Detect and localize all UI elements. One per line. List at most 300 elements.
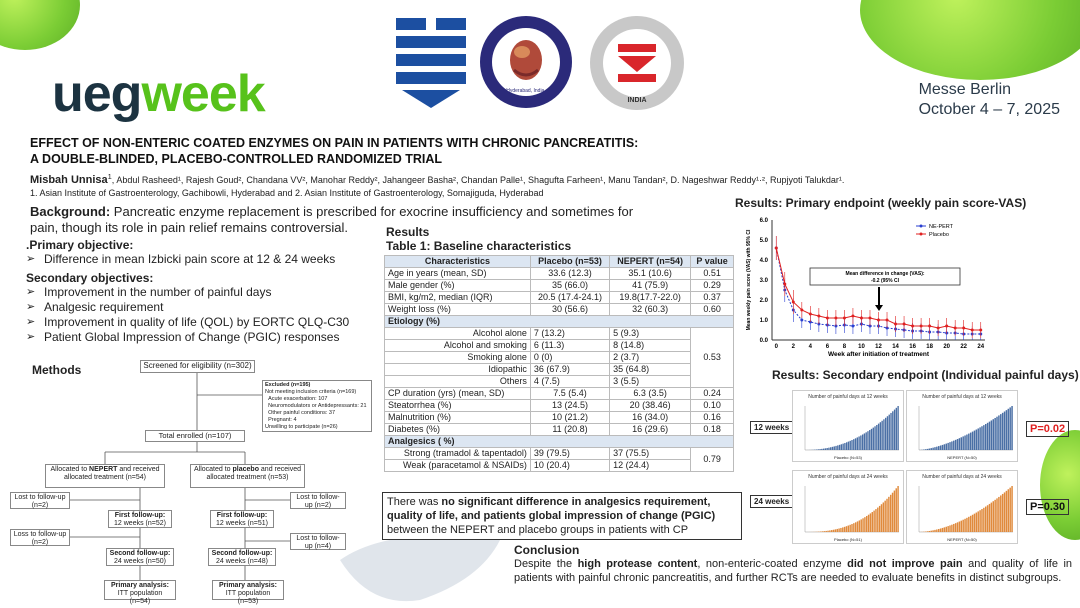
- table-cell: 20.5 (17.4-24.1): [530, 292, 609, 304]
- primary-objective-label: .Primary objective:: [26, 238, 134, 252]
- mini-bar: [888, 497, 889, 532]
- mini-chart-title: Number of painful days at 24 weeks: [808, 474, 888, 480]
- table-cell: Smoking alone: [385, 352, 531, 364]
- secondary-objectives-label: Secondary objectives:: [26, 271, 154, 285]
- mini-bar: [987, 423, 988, 450]
- mini-bar: [866, 516, 867, 532]
- x-tick-label: 4: [808, 344, 813, 350]
- table-cell: 41 (75.9): [610, 280, 691, 292]
- data-point: [809, 313, 812, 316]
- flow-lost-right-2: Lost to follow-up (n=4): [290, 533, 346, 550]
- lead-author: Misbah Unnisa: [30, 174, 108, 186]
- mini-bar: [848, 442, 849, 450]
- mini-bar: [896, 488, 897, 532]
- mini-bar: [873, 511, 874, 532]
- data-point: [886, 319, 889, 322]
- table-cell: Strong (tramadol & tapentadol): [385, 448, 531, 460]
- mini-bar: [961, 437, 962, 450]
- mini-bar: [1002, 494, 1003, 532]
- mini-bar: [858, 436, 859, 450]
- alloc-group: NEPERT: [89, 466, 118, 473]
- mini-bar: [987, 505, 988, 532]
- data-point: [979, 329, 982, 332]
- mini-bar: [1008, 489, 1009, 532]
- data-point: [903, 323, 906, 326]
- table-cell: Weight loss (%): [385, 304, 531, 316]
- mini-bar: [894, 410, 895, 450]
- data-point: [775, 247, 778, 250]
- mini-bar: [821, 449, 822, 450]
- mini-bar: [979, 510, 980, 532]
- annotation-line-2: -0.2 (95% CI: [870, 278, 900, 284]
- mini-bar: [938, 529, 939, 532]
- flow-connectors: [0, 0, 400, 608]
- mini-bar: [966, 518, 967, 532]
- mini-bar: [897, 486, 898, 532]
- mini-bar: [876, 425, 877, 450]
- table-cell: 33.6 (12.3): [530, 268, 609, 280]
- conclusion-section: [514, 543, 1072, 585]
- mini-bar: [983, 508, 984, 532]
- mini-bar: [1011, 486, 1012, 532]
- mini-bar: [838, 528, 839, 532]
- mini-bar: [853, 439, 854, 450]
- mini-bar: [871, 429, 872, 450]
- table-cell: 10 (21.2): [530, 412, 609, 424]
- mini-bar: [953, 441, 954, 450]
- mini-bar: [840, 528, 841, 532]
- pa-value: ITT population (n=54): [117, 590, 163, 605]
- mini-bar: [925, 449, 926, 450]
- mini-bars: [907, 480, 1019, 538]
- table-header: NEPERT (n=54): [610, 256, 691, 268]
- callout-bold: no significant difference in analgesics requirement, quality of life, and patients global impression of change (PGIC): [387, 496, 716, 522]
- mini-bar: [848, 526, 849, 532]
- data-point: [826, 317, 829, 320]
- mini-bar: [951, 441, 952, 450]
- mini-bar: [936, 447, 937, 450]
- table-header: Placebo (n=53): [530, 256, 609, 268]
- event-info: [919, 80, 1060, 120]
- table-cell: 11 (20.8): [530, 424, 609, 436]
- flow-screened: Screened for eligibility (n=302): [140, 360, 255, 373]
- table-row: [385, 376, 734, 388]
- mini-bar: [860, 519, 861, 532]
- table-cell: 37 (75.5): [610, 448, 691, 460]
- table-cell: Diabetes (%): [385, 424, 531, 436]
- mini-xlabel: Placebo (N=51): [834, 537, 862, 542]
- mini-bar: [942, 528, 943, 532]
- mini-bar: [996, 498, 997, 532]
- mini-bar: [885, 418, 886, 450]
- table-cell: 7.5 (5.4): [530, 388, 609, 400]
- mini-bar: [951, 525, 952, 532]
- mini-bar: [974, 431, 975, 450]
- mini-bar: [844, 527, 845, 532]
- asian-healthcare-foundation-seal: [588, 14, 686, 112]
- mini-bar: [881, 504, 882, 532]
- mini-chart-placebo-24: [792, 470, 904, 544]
- mini-bar: [864, 517, 865, 532]
- mini-bar: [938, 446, 939, 450]
- mini-bar: [949, 525, 950, 532]
- mini-bar: [830, 447, 831, 450]
- flow-fu1-nepert: [108, 510, 172, 528]
- list-item: ➢ Improvement in quality of life (QOL) by EORTC QLQ-C30: [26, 315, 386, 330]
- table-cell: 6.3 (3.5): [610, 388, 691, 400]
- mini-bar: [834, 446, 835, 450]
- excluded-line: Not meeting inclusion criteria (n=169): [265, 389, 357, 395]
- fu-value: 12 weeks (n=52): [114, 520, 166, 527]
- mini-bar: [998, 415, 999, 450]
- mini-bar: [1004, 492, 1005, 532]
- mini-bar: [829, 530, 830, 532]
- mini-bar: [855, 522, 856, 532]
- mini-bar: [857, 437, 858, 450]
- data-point: [945, 325, 948, 328]
- mini-bar: [985, 424, 986, 450]
- excluded-title: Excluded (n=195): [265, 382, 311, 388]
- y-tick-label: 1.0: [759, 318, 768, 324]
- flow-primary-analysis-nepert: [104, 580, 176, 605]
- baseline-table: [384, 255, 734, 472]
- results-label: Results: [386, 225, 430, 239]
- pa-label: Primary analysis:: [111, 582, 169, 589]
- mini-bar: [955, 440, 956, 450]
- mini-bar: [961, 521, 962, 532]
- x-tick-label: 20: [943, 344, 951, 350]
- list-item: ➢ Improvement in the number of painful days: [26, 285, 386, 300]
- x-tick-label: 2: [791, 344, 795, 350]
- fu-value: 12 weeks (n=51): [216, 520, 268, 527]
- mini-bar: [818, 449, 819, 450]
- mini-chart-title: Number of painful days at 24 weeks: [922, 474, 1002, 480]
- mini-bar: [955, 523, 956, 532]
- background-label: Background:: [30, 204, 111, 219]
- table-cell: 35 (64.8): [610, 364, 691, 376]
- excluded-line: Pregnant: 4: [268, 417, 297, 423]
- mini-bar: [824, 531, 825, 532]
- table-row: [385, 292, 734, 304]
- mini-bar: [968, 517, 969, 532]
- list-item: ➢ Difference in mean Izbicki pain score at 12 & 24 weeks: [26, 252, 386, 267]
- mini-bar: [1006, 410, 1007, 450]
- table-cell: CP duration (yrs) (mean, SD): [385, 388, 531, 400]
- table-row: [385, 352, 734, 364]
- table-cell: 0.29: [691, 280, 734, 292]
- table-cell: Idiopathic: [385, 364, 531, 376]
- mini-xlabel: NEPERT (N=50): [947, 537, 977, 542]
- decorative-blob-top-right: [860, 0, 1080, 80]
- mini-bar: [835, 529, 836, 532]
- mini-bar: [825, 448, 826, 450]
- mini-bar: [962, 436, 963, 450]
- table-cell: 0.53: [691, 328, 734, 388]
- excluded-line: Acute exacerbation: 107: [268, 396, 328, 402]
- mini-bar: [927, 449, 928, 450]
- methods-label: Methods: [32, 363, 82, 377]
- data-point: [800, 319, 803, 322]
- table-row: [385, 328, 734, 340]
- mini-bar: [860, 435, 861, 450]
- mini-bar: [946, 444, 947, 450]
- mini-bar: [833, 530, 834, 532]
- vas-line-chart: [740, 212, 990, 360]
- table-cell: 0.24: [691, 388, 734, 400]
- mini-bar: [932, 530, 933, 532]
- mini-bar: [940, 446, 941, 450]
- table-cell: BMI, kg/m2, median (IQR): [385, 292, 531, 304]
- mini-chart-placebo-12: [792, 390, 904, 462]
- table-row: [385, 448, 734, 460]
- mini-bar: [964, 519, 965, 532]
- mini-bar: [883, 502, 884, 532]
- legend-marker: [920, 233, 923, 236]
- list-item: ➢ Analgesic requirement: [26, 300, 386, 315]
- mini-bar: [959, 522, 960, 532]
- mini-bar: [841, 444, 842, 450]
- mini-bar: [879, 506, 880, 532]
- mini-bar: [873, 428, 874, 450]
- mini-bar: [850, 441, 851, 450]
- alloc-text: and received allocated treatment (n=54): [64, 466, 160, 481]
- table-cell: 35 (66.0): [530, 280, 609, 292]
- baseline-table-wrap: [384, 255, 734, 472]
- mini-bar: [1000, 414, 1001, 450]
- data-point: [817, 315, 820, 318]
- flow-fu1-placebo: [210, 510, 274, 528]
- mini-bar: [944, 527, 945, 532]
- table-row: [385, 412, 734, 424]
- mini-bars: [793, 400, 905, 456]
- mini-bar: [970, 516, 971, 532]
- table-cell: Male gender (%): [385, 280, 531, 292]
- mini-bar: [1009, 407, 1010, 450]
- mini-bar: [942, 445, 943, 450]
- table-header: Characteristics: [385, 256, 531, 268]
- mini-bar: [868, 515, 869, 532]
- mini-bar: [862, 434, 863, 450]
- table-group-row: [385, 436, 734, 448]
- data-point: [920, 325, 923, 328]
- mini-bar: [972, 432, 973, 450]
- mini-bar: [859, 520, 860, 532]
- table-caption: Table 1: Baseline characteristics: [386, 239, 572, 253]
- pa-value: ITT population (n=53): [225, 590, 271, 605]
- key-finding-callout: [382, 492, 742, 540]
- mini-bar: [842, 444, 843, 450]
- mini-bar: [872, 512, 873, 532]
- legend-marker: [920, 225, 923, 228]
- mini-bar: [889, 415, 890, 450]
- primary-endpoint-label: Results: Primary endpoint (weekly pain score-VAS): [735, 196, 1027, 210]
- results-section: [386, 225, 571, 253]
- table-cell: 32 (60.3): [610, 304, 691, 316]
- flow-alloc-placebo: [190, 464, 305, 488]
- table-cell: 16 (29.6): [610, 424, 691, 436]
- mini-bar: [993, 501, 994, 532]
- mini-bar: [870, 513, 871, 532]
- mini-bar: [849, 525, 850, 532]
- data-point: [877, 319, 880, 322]
- mini-bar: [968, 434, 969, 450]
- table-row: [385, 268, 734, 280]
- mini-bar: [878, 424, 879, 450]
- mini-bar: [991, 503, 992, 532]
- mini-bar: [944, 444, 945, 450]
- mini-bars: [793, 480, 905, 538]
- mini-bar: [929, 531, 930, 532]
- x-tick-label: 0: [774, 344, 778, 350]
- conclusion-label: Conclusion: [514, 543, 580, 557]
- mini-bar: [846, 526, 847, 532]
- list-item: ➢ Patient Global Impression of Change (PGIC) responses: [26, 330, 386, 345]
- legend-label: Placebo: [929, 232, 949, 238]
- mini-bar: [974, 514, 975, 532]
- mini-bar: [994, 418, 995, 450]
- table-row: [385, 280, 734, 292]
- conclusion-part: Despite the: [514, 558, 578, 570]
- label-12-weeks: 12 weeks: [750, 421, 793, 434]
- data-point: [851, 315, 854, 318]
- conclusion-text: [514, 557, 1072, 585]
- table-cell: 36 (67.9): [530, 364, 609, 376]
- etiology-label: Etiology (%): [385, 316, 734, 328]
- mini-bar: [972, 515, 973, 532]
- table-row: [385, 304, 734, 316]
- mini-bar: [820, 531, 821, 532]
- y-tick-label: 3.0: [759, 278, 768, 284]
- x-tick-label: 12: [875, 344, 882, 350]
- mini-bar: [981, 426, 982, 450]
- data-point: [792, 301, 795, 304]
- table-cell: Age in years (mean, SD): [385, 268, 531, 280]
- x-tick-label: 8: [842, 344, 847, 350]
- annotation-line-1: Mean difference in change (VAS):: [845, 271, 925, 277]
- co-authors: Abdul Rasheed¹, Rajesh Goud², Chandana VV², Manohar Reddy², Jahangeer Basha², Chandan Palle¹, Shagufta Farheen¹, Manu Tandan², D. Nageshwar Reddy¹·², Rupjyoti Talukdar¹.: [116, 175, 845, 185]
- table-cell: 0.37: [691, 292, 734, 304]
- mini-bar: [932, 448, 933, 450]
- data-point: [800, 309, 803, 312]
- title-line-2: A DOUBLE-BLINDED, PLACEBO-CONTROLLED RANDOMIZED TRIAL: [30, 152, 443, 166]
- data-point: [894, 323, 897, 326]
- mini-bar: [822, 531, 823, 532]
- mini-bar: [862, 518, 863, 532]
- data-point: [868, 317, 871, 320]
- background-text: Pancreatic enzyme replacement is prescribed for exocrine insufficiency and sometimes for pain, though its role in pain relief remains controversial.: [30, 204, 634, 235]
- lead-author-sup: 1: [107, 172, 112, 181]
- label-24-weeks: 24 weeks: [750, 495, 793, 508]
- mini-bar: [993, 419, 994, 450]
- table-row: [385, 364, 734, 376]
- mini-bar: [929, 449, 930, 450]
- conclusion-bold: did not improve pain: [847, 558, 963, 570]
- table-group-row: [385, 316, 734, 328]
- mini-bar: [839, 445, 840, 450]
- decorative-blob-bottom-right: [1040, 430, 1080, 540]
- table-cell: 30 (56.6): [530, 304, 609, 316]
- table-cell: 0.79: [691, 448, 734, 472]
- table-cell: 0 (0): [530, 352, 609, 364]
- mini-chart-title: Number of painful days at 12 weeks: [922, 394, 1002, 400]
- conclusion-bold: high protease content: [577, 558, 698, 570]
- mini-bar: [832, 447, 833, 450]
- mini-bar: [867, 431, 868, 450]
- logo-week-text: week: [141, 65, 265, 123]
- mini-bar: [869, 430, 870, 450]
- mini-bar: [947, 443, 948, 450]
- table-cell: 6 (11.3): [530, 340, 609, 352]
- logo-ueg-text: ueg: [52, 65, 142, 123]
- table-cell: 0.10: [691, 400, 734, 412]
- data-point: [843, 317, 846, 320]
- callout-text: between the NEPERT and placebo groups in patients with CP: [387, 524, 689, 536]
- mini-bar: [962, 520, 963, 532]
- table-header: P value: [691, 256, 734, 268]
- table-cell: 20 (38.46): [610, 400, 691, 412]
- mini-bar: [846, 442, 847, 450]
- fu-label: First follow-up:: [216, 512, 268, 519]
- mini-bar: [930, 448, 931, 450]
- data-point: [851, 325, 854, 328]
- table-cell: 0.16: [691, 412, 734, 424]
- mini-bar: [927, 531, 928, 532]
- y-axis-title: Mean weekly pain score (VAS) with 95% CI: [746, 229, 752, 331]
- mini-bar: [851, 524, 852, 532]
- mini-chart-title: Number of painful days at 12 weeks: [808, 394, 888, 400]
- table-cell: Steatorrhea (%): [385, 400, 531, 412]
- svg-text:INDIA: INDIA: [627, 97, 647, 104]
- affiliations: 1. Asian Institute of Gastroenterology, Gachibowli, Hyderabad and 2. Asian Institute of Gastroenterology, Somajiguda, Hyderabad: [30, 188, 544, 198]
- table-cell: Weak (paracetamol & NSAIDs): [385, 460, 531, 472]
- flow-primary-analysis-placebo: [212, 580, 284, 605]
- table-row: [385, 424, 734, 436]
- mini-bar: [966, 435, 967, 450]
- y-tick-label: 2.0: [759, 298, 768, 304]
- flow-lost-left-2: Loss to follow-up (n=2): [10, 529, 70, 546]
- event-city: Messe Berlin: [918, 81, 1012, 98]
- y-tick-label: 0.0: [759, 338, 768, 344]
- mini-bar: [996, 417, 997, 450]
- mini-bar: [934, 447, 935, 450]
- table-cell: 39 (79.5): [530, 448, 609, 460]
- title-line-1: EFFECT OF NON-ENTERIC COATED ENZYMES ON PAIN IN PATIENTS WITH CHRONIC PANCREATITIS:: [30, 136, 639, 150]
- mini-bar: [957, 522, 958, 532]
- table-cell: 12 (24.4): [610, 460, 691, 472]
- x-tick-label: 16: [909, 344, 916, 350]
- mini-bar: [1004, 411, 1005, 450]
- mini-bars: [907, 400, 1019, 456]
- mini-bar: [977, 428, 978, 450]
- mini-bar: [874, 426, 875, 450]
- mini-bar: [851, 440, 852, 450]
- y-tick-label: 6.0: [759, 218, 768, 224]
- mini-bar: [890, 495, 891, 532]
- mini-xlabel: Placebo (N=53): [834, 455, 862, 460]
- mini-bar: [892, 493, 893, 532]
- table-cell: Malnutrition (%): [385, 412, 531, 424]
- table-cell: 3 (5.5): [610, 376, 691, 388]
- x-tick-label: 22: [960, 344, 968, 350]
- mini-bar: [936, 529, 937, 532]
- svg-text:Hyderabad, India.: Hyderabad, India.: [506, 88, 546, 94]
- fu-value: 24 weeks (n=48): [216, 558, 268, 565]
- mini-bar: [835, 446, 836, 450]
- mini-bar: [1006, 491, 1007, 532]
- fu-label: Second follow-up:: [211, 550, 273, 557]
- mini-bar: [940, 528, 941, 532]
- table-cell: 16 (34.0): [610, 412, 691, 424]
